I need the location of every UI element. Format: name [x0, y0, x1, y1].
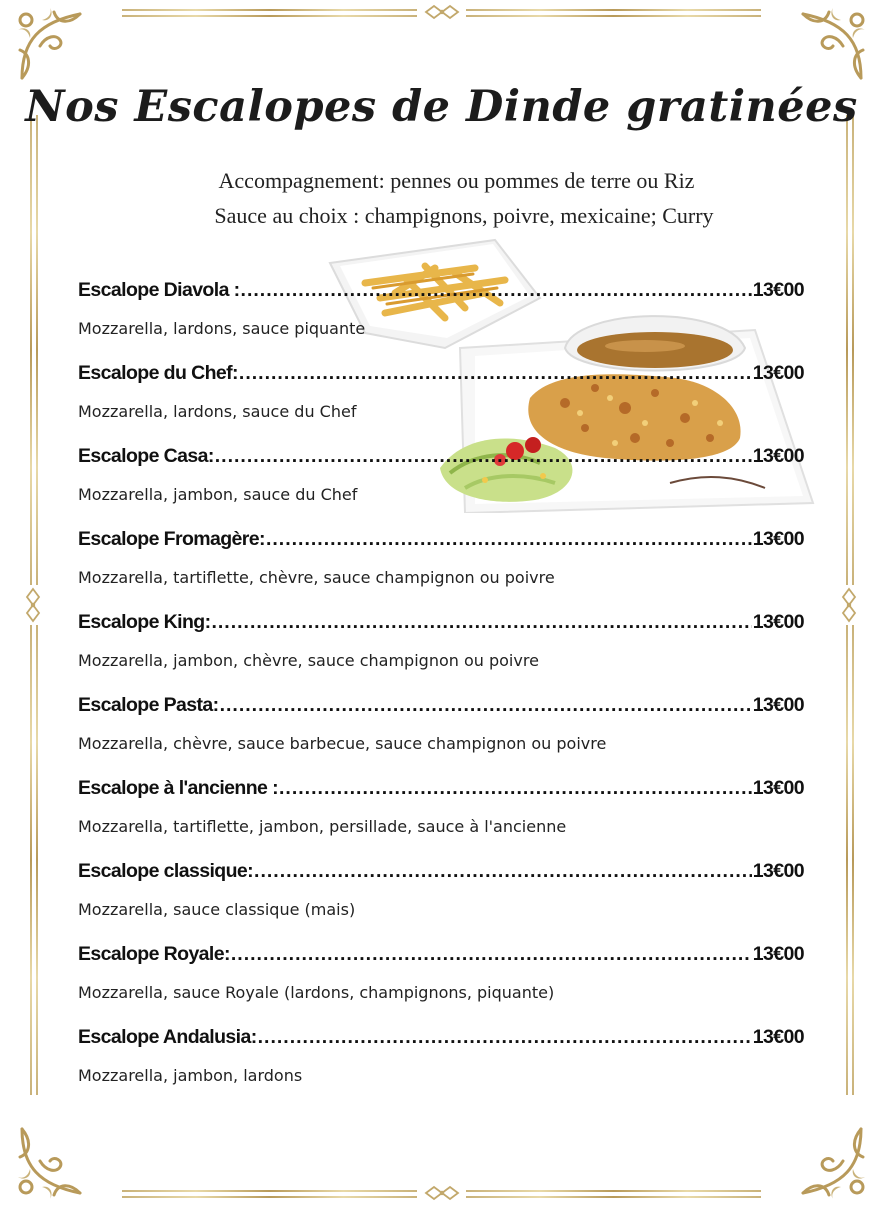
- item-name: Escalope Pasta:: [78, 694, 219, 716]
- top-frame-line: [122, 15, 417, 17]
- item-name: Escalope King:: [78, 611, 211, 633]
- top-frame-line: [466, 9, 761, 11]
- item-description: Mozzarella, lardons, sauce du Chef: [78, 402, 357, 421]
- item-name: Escalope Andalusia:: [78, 1026, 257, 1048]
- menu-item: [78, 362, 804, 445]
- item-price: 13€00: [752, 279, 804, 301]
- item-name: Escalope classique:: [78, 860, 254, 882]
- top-frame-line: [466, 15, 761, 17]
- item-description: Mozzarella, tartiflette, chèvre, sauce champignon ou poivre: [78, 568, 555, 587]
- item-price: 13€00: [752, 445, 804, 467]
- menu-item: [78, 943, 804, 1026]
- menu-item: [78, 611, 804, 694]
- diamond-ornament-icon: [422, 1184, 462, 1202]
- menu-items-list: [78, 279, 804, 1109]
- diamond-ornament-icon: [24, 585, 42, 625]
- item-description: Mozzarella, lardons, sauce piquante: [78, 319, 366, 338]
- left-frame-line: [36, 625, 38, 1095]
- item-name: Escalope Diavola :: [78, 279, 240, 301]
- corner-ornament-icon: [781, 1115, 873, 1207]
- item-leader-dots: [231, 943, 752, 966]
- item-leader-dots: [258, 1026, 752, 1049]
- item-price: 13€00: [752, 694, 804, 716]
- item-leader-dots: [211, 611, 751, 634]
- menu-item: [78, 528, 804, 611]
- menu-item: [78, 777, 804, 860]
- item-price: 13€00: [752, 362, 804, 384]
- accompaniment-text: Accompagnement: pennes ou pommes de terre ou Riz: [218, 168, 695, 193]
- menu-title: Nos Escalopes de Dinde gratinées: [25, 82, 858, 132]
- item-leader-dots: [220, 694, 752, 717]
- item-price: 13€00: [752, 1026, 804, 1048]
- corner-ornament-icon: [781, 0, 873, 92]
- item-description: Mozzarella, jambon, sauce du Chef: [78, 485, 358, 504]
- diamond-ornament-icon: [422, 3, 462, 21]
- item-leader-dots: [215, 445, 752, 468]
- item-leader-dots: [239, 362, 752, 385]
- item-description: Mozzarella, sauce classique (mais): [78, 900, 356, 919]
- item-name: Escalope Casa:: [78, 445, 214, 467]
- diamond-ornament-icon: [840, 585, 858, 625]
- item-description: Mozzarella, chèvre, sauce barbecue, sauce champignon ou poivre: [78, 734, 607, 753]
- item-description: Mozzarella, jambon, chèvre, sauce champignon ou poivre: [78, 651, 539, 670]
- item-leader-dots: [266, 528, 752, 551]
- item-description: Mozzarella, tartiflette, jambon, persillade, sauce à l'ancienne: [78, 817, 567, 836]
- menu-item: [78, 1026, 804, 1109]
- bottom-frame-line: [466, 1196, 761, 1198]
- menu-item: [78, 860, 804, 943]
- right-frame-line: [852, 625, 854, 1095]
- item-leader-dots: [241, 279, 752, 302]
- corner-ornament-icon: [10, 0, 102, 92]
- menu-item: [78, 445, 804, 528]
- item-price: 13€00: [752, 943, 804, 965]
- item-price: 13€00: [752, 860, 804, 882]
- bottom-frame-line: [122, 1190, 417, 1192]
- menu-item: [78, 279, 804, 362]
- bottom-frame-line: [122, 1196, 417, 1198]
- menu-item: [78, 694, 804, 777]
- top-frame-line: [122, 9, 417, 11]
- item-price: 13€00: [752, 777, 804, 799]
- right-frame-line: [846, 625, 848, 1095]
- bottom-frame-line: [466, 1190, 761, 1192]
- item-name: Escalope Royale:: [78, 943, 230, 965]
- item-name: Escalope du Chef:: [78, 362, 238, 384]
- item-name: Escalope Fromagère:: [78, 528, 265, 550]
- item-description: Mozzarella, sauce Royale (lardons, champignons, piquante): [78, 983, 555, 1002]
- corner-ornament-icon: [10, 1115, 102, 1207]
- item-leader-dots: [279, 777, 752, 800]
- item-name: Escalope à l'ancienne :: [78, 777, 279, 799]
- item-description: Mozzarella, jambon, lardons: [78, 1066, 303, 1085]
- item-price: 13€00: [752, 611, 804, 633]
- item-leader-dots: [254, 860, 752, 883]
- left-frame-line: [30, 625, 32, 1095]
- sauce-choice-text: Sauce au choix : champignons, poivre, mexicaine; Curry: [214, 203, 714, 228]
- item-price: 13€00: [752, 528, 804, 550]
